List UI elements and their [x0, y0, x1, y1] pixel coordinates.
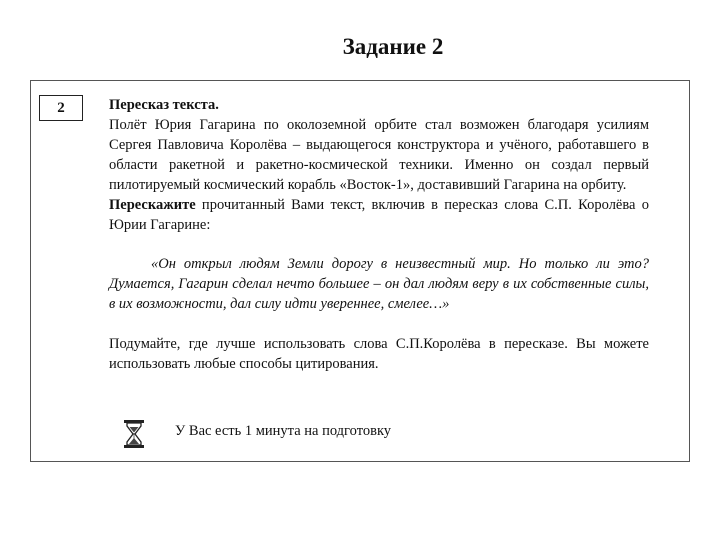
task-frame	[30, 80, 690, 462]
task-instruction	[109, 195, 649, 235]
slide-title: Задание 2	[342, 34, 444, 59]
task-number-box: 2	[39, 95, 83, 121]
task-heading: Пересказ текста.	[109, 97, 219, 113]
task-note: Подумайте, где лучше использовать слова С.П.Королёва в пересказе. Вы можете использовать любые способы цитирования.	[109, 336, 649, 372]
prep-time-text: У Вас есть 1 минута на подготовку	[175, 422, 392, 439]
hourglass-icon	[123, 419, 145, 449]
prep-time-row	[123, 419, 391, 449]
instruction-bold-word: Перескажите	[109, 197, 196, 213]
task-body	[109, 95, 649, 374]
task-paragraph: Полёт Юрия Гагарина по околоземной орбите стал возможен благодаря усилиям Сергея Павловича Королёва – выдающегося конструктора и учёного, работавшего в области ракетной и ракетно-космической техники. Именно он создал первый пилотируемый космический корабль «Восток-1», доставивший Гагарина на орбиту.	[109, 117, 649, 193]
korolev-quote: «Он открыл людям Земли дорогу в неизвестный мир. Но только ли это? Думается, Гагарин сделал нечто большее – он дал людям веру в их собственные силы, в их возможности, дал силу идти увереннее, смелее…»	[109, 256, 649, 312]
instruction-rest: прочитанный Вами текст, включив в пересказ слова С.П. Королёва о Юрии Гагарине:	[109, 197, 649, 233]
